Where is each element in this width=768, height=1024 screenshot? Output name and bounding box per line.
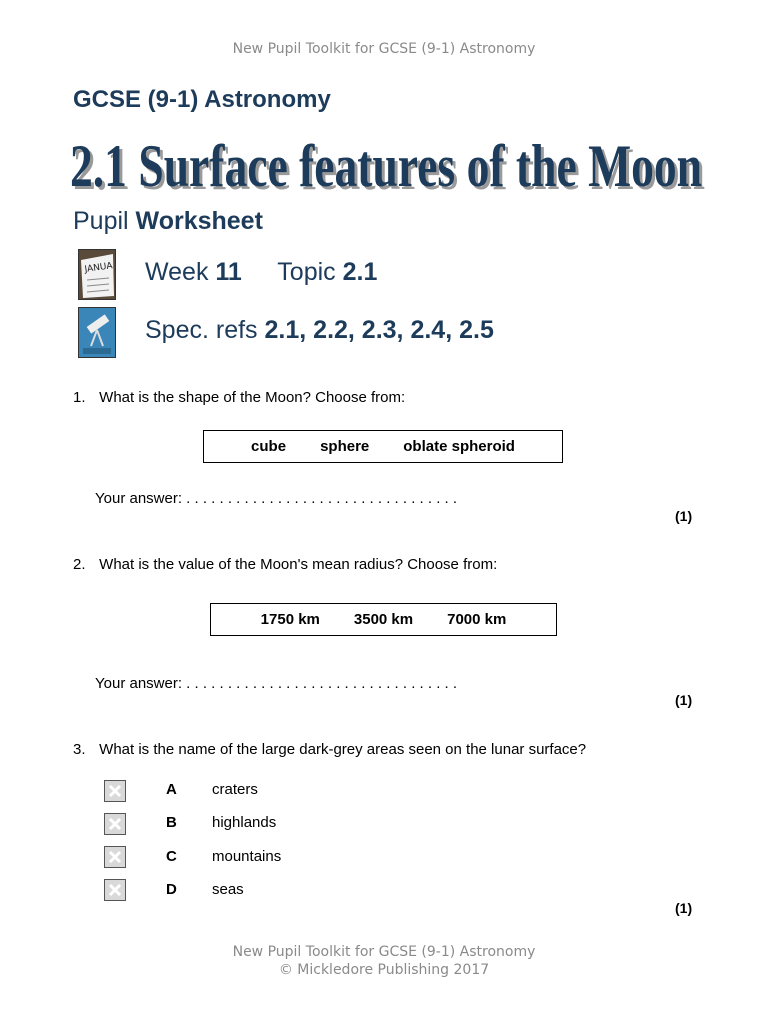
cross-icon <box>108 883 122 897</box>
week-topic-line <box>145 258 377 287</box>
answer-line[interactable]: Your answer: . . . . . . . . . . . . . . . . . . . . . . . . . . . . . . . . . <box>95 490 458 507</box>
option-text: highlands <box>212 814 277 831</box>
spec-refs: 2.1, 2.2, 2.3, 2.4, 2.5 <box>264 316 494 344</box>
choices-box <box>210 603 557 636</box>
marks-label: (1) <box>675 508 693 524</box>
marks-label: (1) <box>675 692 693 708</box>
worksheet-prefix: Pupil <box>73 207 129 235</box>
page-header: New Pupil Toolkit for GCSE (9-1) Astronomy <box>232 41 536 57</box>
question-number: 3. <box>73 741 86 758</box>
topic-title <box>70 128 710 196</box>
question-2 <box>73 556 497 573</box>
option-letter: B <box>166 814 177 831</box>
option-a-checkbox[interactable] <box>104 780 126 802</box>
question-text: What is the shape of the Moon? Choose from: <box>99 389 406 406</box>
question-number: 1. <box>73 389 86 406</box>
topic-number: 2.1 <box>342 258 378 286</box>
cross-icon <box>108 784 122 798</box>
spec-label: Spec. refs <box>145 316 258 344</box>
question-text: What is the value of the Moon's mean radius? Choose from: <box>99 556 498 573</box>
choice: 1750 km <box>260 611 320 628</box>
course-title: GCSE (9-1) Astronomy <box>73 86 331 113</box>
week-number: 11 <box>215 258 242 286</box>
question-3 <box>73 741 586 758</box>
option-text: craters <box>212 781 258 798</box>
calendar-icon <box>78 249 116 300</box>
option-letter: C <box>166 848 177 865</box>
svg-text:JANUA: JANUA <box>84 261 114 275</box>
topic-title-text: 2.1 Surface features of the Moon <box>70 133 702 198</box>
footer-line-1: New Pupil Toolkit for GCSE (9-1) Astronomy <box>232 944 536 960</box>
choice: 3500 km <box>353 611 414 628</box>
option-letter: A <box>166 781 177 798</box>
option-text: seas <box>212 881 244 898</box>
question-number: 2. <box>73 556 86 573</box>
marks-label: (1) <box>675 900 693 916</box>
cross-icon <box>108 817 122 831</box>
telescope-icon <box>78 307 116 358</box>
topic-title-shadow: 2.1 Surface features of the Moon <box>73 136 705 198</box>
worksheet-bold: Worksheet <box>135 207 263 235</box>
option-c-checkbox[interactable] <box>104 846 126 868</box>
question-text: What is the name of the large dark-grey areas seen on the lunar surface? <box>99 741 587 758</box>
answer-line[interactable]: Your answer: . . . . . . . . . . . . . . . . . . . . . . . . . . . . . . . . . <box>95 675 458 692</box>
choice: sphere <box>320 438 370 455</box>
footer-line-2: © Mickledore Publishing 2017 <box>278 962 490 978</box>
option-letter: D <box>166 881 177 898</box>
choices-box <box>203 430 563 463</box>
option-d-checkbox[interactable] <box>104 879 126 901</box>
worksheet-title <box>73 207 263 236</box>
option-b-checkbox[interactable] <box>104 813 126 835</box>
week-label: Week <box>145 258 209 286</box>
option-text: mountains <box>212 848 282 865</box>
choice: oblate spheroid <box>403 438 515 455</box>
spec-refs-line <box>145 316 494 345</box>
topic-label: Topic <box>277 258 336 286</box>
choice: cube <box>251 438 287 455</box>
cross-icon <box>108 850 122 864</box>
question-1 <box>73 389 405 406</box>
choice: 7000 km <box>447 611 507 628</box>
